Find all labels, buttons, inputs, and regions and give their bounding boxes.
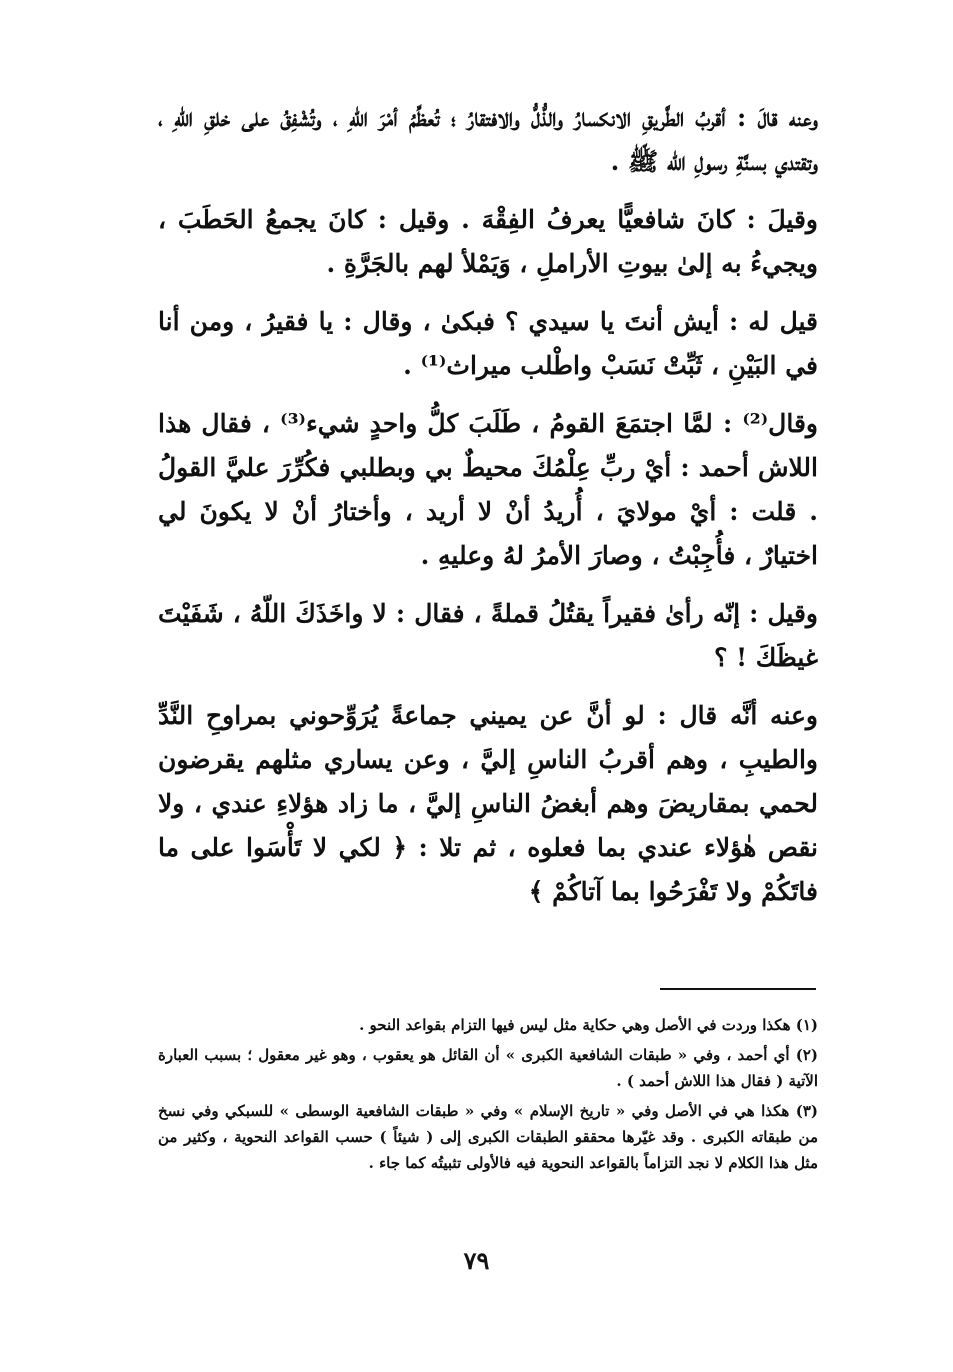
page-number: ٧٩ <box>463 1246 490 1275</box>
paragraph-6: وعنه أنَّه قال : لو أنَّ عن يميني جماعةً يُرَوِّحوني بمراوحِ النَّدِّ والطيبِ ، وهم أقربُ الناسِ إليَّ ، وعن يساري مثلهم يقرضون لحمي بمقاريضَ وهم أبغضُ الناسِ إليَّ ، ما زاد هؤلاءِ عندي ، ولا نقص هٰؤلاء عندي بما فعلوه ، ثم تلا : ﴿ لكي لا تَأْسَوا على ما فاتَكُمْ ولا تَفْرَحُوا بما آتاكُمْ ﴾ <box>158 701 818 906</box>
footnote-2: (٢) أي أحمد ، وفي « طبقات الشافعية الكبرى » أن القائل هو يعقوب ، وهو غير معقول ؛ بسبب العبارة الآتية ( فقال هذا اللاش أحمد ) . <box>158 1046 818 1090</box>
paragraph-5: وقيل : إنّه رأىٰ فقيراً يقتُلُ قملةً ، فقال : لا واخَذَكَ اللّهُ ، شَفَيْتَ غيظَكَ ! ؟ <box>158 599 818 672</box>
paragraph-2: وقيلَ : كانَ شافعيًّا يعرفُ الفِقْهَ . وقيل : كانَ يجمعُ الحَطَبَ ، ويجيءُ به إلىٰ بيوتِ الأراملِ ، وَيَمْلأ لهم بالجَرَّةِ . <box>158 205 818 278</box>
footnote-1: (١) هكذا وردت في الأصل وهي حكاية مثل ليس فيها التزام بقواعد النحو . <box>359 1016 818 1034</box>
footnotes <box>158 1012 818 1180</box>
main-text <box>158 96 818 928</box>
paragraph-3: قيل له : أيش أنتَ يا سيدي ؟ فبكىٰ ، وقال : يا فقيرُ ، ومن أنا في البَيْنِ ، ثَبِّتْ نَسَبْ واطْلب ميراث⁽¹⁾ . <box>158 307 818 380</box>
footnote-3: (٣) هكذا هي في الأصل وفي « تاريخ الإسلام » وفي « طبقات الشافعية الوسطى » للسبكي وفي نسخ من طبقاته الكبرى . وقد غيّرها محققو الطبقات الكبرى إلى ( شيئاً ) حسب القواعد النحوية ، وكثير من مثل هذا الكلام لا نجد التزاماً بالقواعد النحوية فيه فالأولى تثبيتُه كما جاء . <box>158 1102 818 1172</box>
paragraph-1: وعنه قالَ : أقربُ الطَّريقِ الانكسارُ والذُّلُّ والافتقارُ ؛ تُعظِّمُ أمْرَ اللهِ ، وتُشْفِقُ على خلقِ اللّهِ ، وتقتدي بسنَّةِ رسولِ الله ﷺ . <box>158 103 818 176</box>
footnote-separator <box>660 988 816 990</box>
paragraph-4: وقال⁽²⁾ : لمَّا اجتمَعَ القومُ ، طَلَبَ كلُّ واحدٍ شيء⁽³⁾ ، فقال هذا اللاش أحمد : أيْ ربِّ عِلْمُكَ محيطٌ بي وبطلبي فكُرِّرَ عليَّ القولُ . قلت : أيْ مولايَ ، أُريدُ أنْ لا أريد ، وأختارُ أنْ لا يكونَ لي اختيارٌ ، فأُجِبْتُ ، وصارَ الأمرُ لهُ وعليهِ . <box>158 409 818 570</box>
